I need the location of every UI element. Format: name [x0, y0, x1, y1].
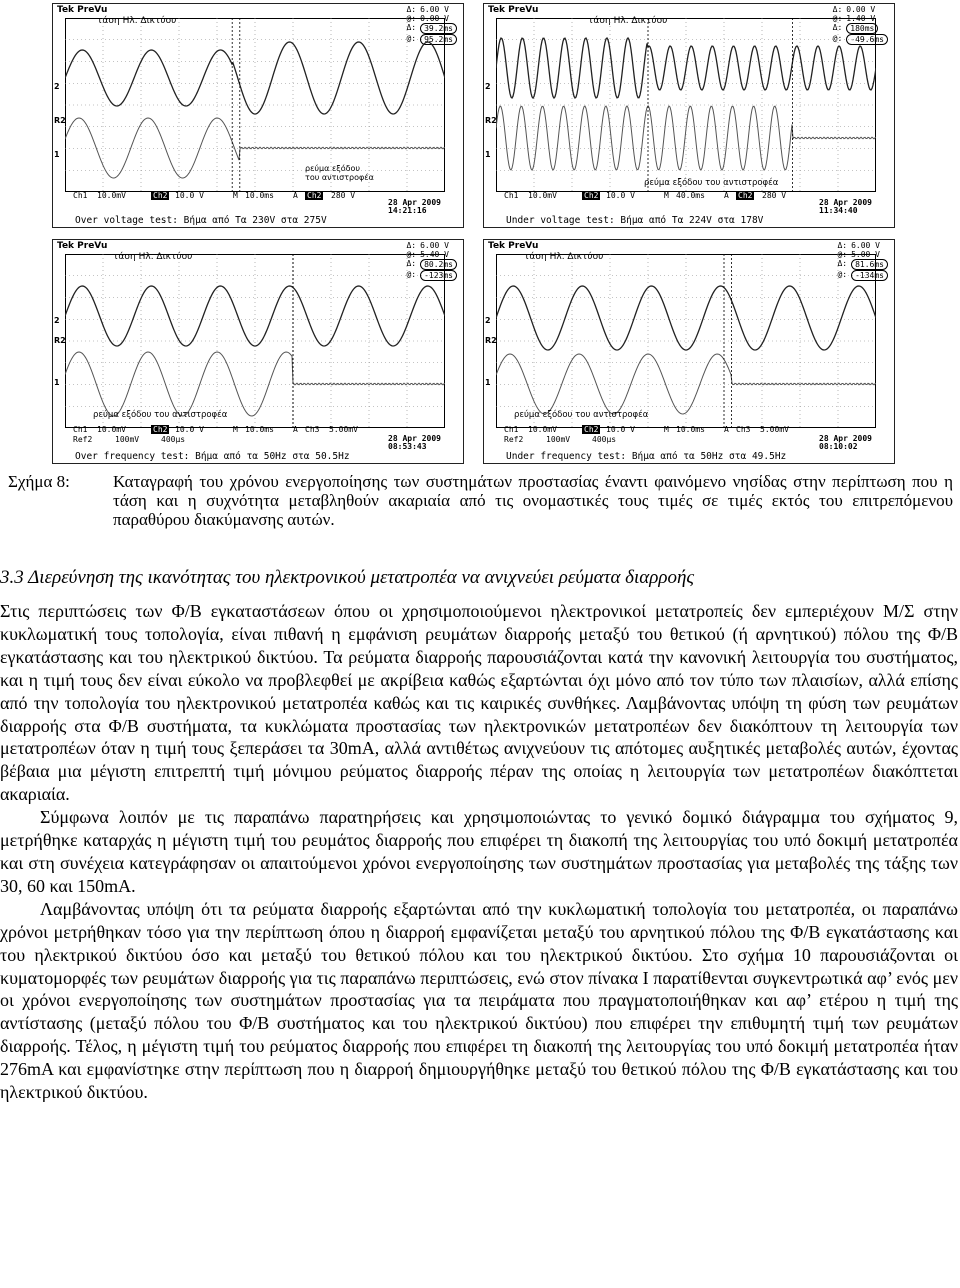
status-ch1: Ch1: [73, 425, 88, 434]
meas-value: 0.00 V: [846, 5, 876, 14]
status-ch1-scale: 10.0mV: [97, 191, 126, 200]
status-ch2: Ch2: [153, 425, 168, 434]
figure-caption-text: Καταγραφή του χρόνου ενεργοποίησης των συστημάτων προστασίας έναντι φαινόμενο νησίδας στην περίπτωση που η τάση και η συχνότητα μεταβληθούν ακαριαία από τις ονομαστικές τους τιμές σε τιμές εκτός του επιτρεπόμενου παραθύρου διακύμανσης αυτών.: [113, 472, 953, 529]
scope-brand: Tek PreVu: [488, 241, 539, 251]
meas-label: @:: [832, 34, 843, 43]
scope-screen: [65, 254, 445, 428]
status-ch1: Ch1: [504, 425, 519, 434]
scope-brand: Tek PreVu: [488, 5, 539, 15]
status-a: A: [724, 425, 729, 434]
meas-value: 5.00 V: [851, 250, 880, 259]
status-ref-scale: 100mV: [546, 435, 571, 444]
scope-timestamp: [388, 435, 441, 451]
scope-timestamp: [819, 435, 872, 451]
channel-marker: 1: [485, 150, 491, 159]
status-ref: Ref2: [504, 435, 524, 444]
channel-marker: R2: [485, 116, 497, 125]
meas-value: 6.00 V: [420, 241, 449, 250]
scope-status-bar: [53, 191, 463, 227]
scope-date: 28 Apr 2009: [819, 434, 872, 443]
status-ref-time: 400µs: [161, 435, 186, 444]
scope-brand: Tek PreVu: [57, 241, 108, 251]
meas-label: Δ:: [406, 259, 417, 268]
scope-status-bar: [484, 427, 894, 463]
meas-label: @:: [837, 250, 848, 259]
status-trigger-ch: Ch3: [736, 425, 751, 434]
channel-marker: R2: [485, 336, 497, 345]
status-a: A: [724, 191, 729, 200]
scope-time: 08:10:02: [819, 442, 858, 451]
meas-value-highlighted: 180ms: [846, 23, 878, 34]
channel-marker: 1: [54, 150, 60, 159]
channel-marker: R2: [54, 336, 66, 345]
meas-value-highlighted: -49.6ms: [846, 34, 888, 45]
status-m: M: [664, 191, 669, 200]
graticule-border: [497, 255, 876, 428]
meas-label: Δ:: [406, 23, 417, 32]
channel-marker: R2: [54, 116, 66, 125]
status-timebase: 10.0ms: [245, 191, 274, 200]
meas-label: Δ:: [406, 5, 417, 14]
scope-timestamp: [388, 199, 441, 215]
scope-brand: Tek PreVu: [57, 5, 108, 15]
meas-value-highlighted: -123ms: [420, 270, 457, 281]
meas-label: Δ:: [406, 241, 417, 250]
scope-caption: Over voltage test: Βήμα από Τα 230V στα 275V: [75, 215, 327, 226]
meas-value: 0.00 V: [420, 14, 449, 23]
scope-screen: [496, 254, 876, 428]
meas-value-highlighted: 81.6ms: [851, 259, 888, 270]
graticule-border: [66, 255, 445, 428]
voltage-wave-label: τάση Ηλ. Δικτύου: [97, 16, 177, 26]
status-ref-scale: 100mV: [115, 435, 140, 444]
scope-caption: Under voltage test: Βήμα από Τα 224V στα 178V: [506, 215, 764, 226]
status-trigger-level: 5.00mV: [329, 425, 358, 434]
status-a: A: [293, 425, 298, 434]
body-text: [0, 600, 958, 1104]
channel-marker: 2: [485, 82, 491, 91]
current-wave-label: ρεύμα εξόδου του αντιστροφέα: [93, 410, 228, 420]
status-ch2-scale: 10.0 V: [606, 191, 635, 200]
current-wave-label: ρεύμα εξόδου του αντιστροφέα: [305, 164, 374, 182]
status-m: M: [664, 425, 669, 434]
graticule-border: [497, 19, 876, 192]
channel-marker: 2: [54, 82, 60, 91]
voltage-wave-label: τάση Ηλ. Δικτύου: [588, 16, 668, 26]
status-m: M: [233, 425, 238, 434]
current-wave-label: ρεύμα εξόδου του αντιστροφέα: [514, 410, 649, 420]
meas-value: 1.40 V: [846, 14, 876, 23]
status-ref: Ref2: [73, 435, 93, 444]
status-ch1-scale: 10.0mV: [97, 425, 126, 434]
status-trigger-level: 280 V: [762, 191, 787, 200]
status-trigger-ch: Ch3: [305, 425, 320, 434]
meas-value-highlighted: -134ms: [851, 270, 888, 281]
meas-value: 6.00 V: [851, 241, 880, 250]
scope-caption: Under frequency test: Βήμα από τα 50Hz στα 49.5Hz: [506, 451, 787, 462]
scope-caption: Over frequency test: Βήμα από τα 50Hz στα 50.5Hz: [75, 451, 350, 462]
graticule-border: [66, 19, 445, 192]
paragraph: Σύμφωνα λοιπόν με τις παραπάνω παρατηρήσεις και χρησιμοποιώντας το γενικό δομικό διάγραμμα του σχήματος 9, μετρήθηκε καταρχάς η μέγιστη τιμή του ρευμάτος διαρροής που επιφέρει τη διακοπή της λειτουργίας του υπό δοκιμή μετατροπέα και στη συνέχεια κατεγράφησαν οι απαιτούμενοι χρόνοι ενεργοποίησης των συστημάτων προστασίας για μεταβολές της τάξης των 30, 60 και 150mA.: [0, 807, 958, 896]
status-ch1: Ch1: [73, 191, 88, 200]
scope-screen: [65, 18, 445, 192]
status-timebase: 10.0ms: [245, 425, 274, 434]
scope-status-bar: [484, 191, 894, 227]
voltage-waveform: [65, 286, 445, 346]
channel-marker: 1: [54, 378, 60, 387]
channel-marker: 2: [54, 316, 60, 325]
oscilloscope-capture-under-voltage: [483, 3, 895, 228]
scope-time: 14:21:16: [388, 206, 427, 215]
scope-timestamp: [819, 199, 872, 215]
status-ch1: Ch1: [504, 191, 519, 200]
figure-label: Σχήμα 8:: [8, 472, 70, 491]
status-ch2-scale: 10.0 V: [606, 425, 635, 434]
section-heading: 3.3 Διερεύνηση της ικανότητας του ηλεκτρονικού μετατροπέα να ανιχνεύει ρεύματα διαρροής: [0, 567, 695, 588]
meas-value: 5.40 V: [420, 250, 449, 259]
oscilloscope-capture-over-frequency: [52, 239, 464, 464]
voltage-wave-label: τάση Ηλ. Δικτύου: [113, 252, 193, 262]
meas-value: 6.00 V: [420, 5, 449, 14]
meas-value-highlighted: 39.2ms: [420, 23, 457, 34]
paragraph: Στις περιπτώσεις των Φ/Β εγκαταστάσεων όπου οι χρησιμοποιούμενοι ηλεκτρονικοί μετατροπείς δεν εμπεριέχουν Μ/Σ στην κυκλωματική τους τοπολογία, είναι πιθανή η εμφάνιση ρευμάτων διαρροής μεταξύ του θετικού (ή αρνητικού) πόλου της Φ/Β εγκατάστασης και του ηλεκτρικού δικτύου. Τα ρεύματα διαρροής παρουσιάζονται κατά την κανονική λειτουργία του συστήματος, και η τιμή τους δεν είναι εύκολο να προβλεφθεί με ακρίβεια καθώς εξαρτώνται όχι μόνο από τον τύπο των πλαισίων, αλλά επίσης από την τοπολογία του ηλεκτρονικού μετατροπέα καθώς και τις καιρικές συνθήκες. Λαμβάνοντας υπόψη τη φύση των ρευμάτων διαρροής στα Φ/Β συστήματα, τα κυκλώματα προστασίας των ηλεκτρονικών μετατροπέων δεν διακόπτουν τη λειτουργία των μετατροπέων όταν η τιμή τους ξεπεράσει τα 30mA, αλλά αντιθέτως ανιχνεύουν τις απότομες αυξητικές μεταβολές αυτών, έχοντας βέβαια μια μέγιστη επιτρεπτή τιμή μόνιμου ρεύματος διαρροής πέραν της οποίας η λειτουργία των μετατροπέων διακόπτεται ακαριαία.: [0, 601, 958, 805]
meas-label: Δ:: [832, 5, 843, 14]
status-a: A: [293, 191, 298, 200]
meas-label: @:: [406, 270, 417, 279]
status-trigger-ch: Ch2: [738, 191, 753, 200]
scope-screen: [496, 18, 876, 192]
meas-label: @:: [406, 14, 417, 23]
meas-label: Δ:: [837, 241, 848, 250]
status-trigger-level: 5.00mV: [760, 425, 789, 434]
meas-label: @:: [832, 14, 843, 23]
meas-label: Δ:: [837, 259, 848, 268]
channel-marker: 2: [485, 316, 491, 325]
status-timebase: 10.0ms: [676, 425, 705, 434]
meas-label: Δ:: [832, 23, 843, 32]
status-ch2: Ch2: [153, 191, 168, 200]
status-ch1-scale: 10.0mV: [528, 191, 557, 200]
status-timebase: 40.0ms: [676, 191, 705, 200]
scope-date: 28 Apr 2009: [388, 434, 441, 443]
status-trigger-level: 280 V: [331, 191, 356, 200]
scope-date: 28 Apr 2009: [388, 198, 441, 207]
meas-label: @:: [837, 270, 848, 279]
status-ch2-scale: 10.0 V: [175, 425, 204, 434]
status-ch2: Ch2: [584, 425, 599, 434]
status-ch2: Ch2: [584, 191, 599, 200]
meas-label: @:: [406, 34, 417, 43]
channel-marker: 1: [485, 378, 491, 387]
oscilloscope-capture-over-voltage: [52, 3, 464, 228]
meas-label: @:: [406, 250, 417, 259]
paragraph: Λαμβάνοντας υπόψη ότι τα ρεύματα διαρροής εξαρτώνται από την κυκλωματική τοπολογία του μετατροπέα, οι παραπάνω χρόνοι μετρήθηκαν τόσο για την περίπτωση όπου η διαρροή εμφανίζεται μεταξύ του αρνητικού πόλου της Φ/Β εγκατάστασης και του ηλεκτρικού δικτύου όσο και μεταξύ του θετικού πόλου και του ηλεκτρικού δικτύου. Στο σχήμα 10 παρουσιάζονται οι κυματομορφές των ρευμάτων διαρροής για τις παραπάνω περιπτώσεις, ενώ στον πίνακα Ι παρατίθενται συγκεντρωτικά αφ’ ενός μεν οι χρόνοι ενεργοποίησης των συστημάτων προστασίας για τα πειράματα που πραγματοποιήθηκαν και αφ’ ετέρου η τιμή της αντίστασης (μεταξύ πόλου του Φ/Β συστήματος και του ηλεκτρικού δικτύου) που επιφέρει την επιθυμητή τιμή των ρευμάτων διαρροής. Τέλος, η μέγιστη τιμή του ρεύματος διαρροής που επιφέρει τη διακοπή της λειτουργίας του υπό δοκιμή μετατροπέα ήταν 276mA και εμφανίστηκε στην περίπτωση που η διαρροή δημιουργήθηκε μεταξύ του θετικού πόλου της Φ/Β εγκατάστασης και του ηλεκτρικού δικτύου.: [0, 898, 958, 1103]
scope-date: 28 Apr 2009: [819, 198, 872, 207]
scope-status-bar: [53, 427, 463, 463]
voltage-wave-label: τάση Ηλ. Δικτύου: [524, 252, 604, 262]
oscilloscope-capture-under-frequency: [483, 239, 895, 464]
status-ch2-scale: 10.0 V: [175, 191, 204, 200]
scope-time: 11:34:40: [819, 206, 858, 215]
scope-time: 08:53:43: [388, 442, 427, 451]
status-ch1-scale: 10.0mV: [528, 425, 557, 434]
meas-value-highlighted: 80.2ms: [420, 259, 457, 270]
status-trigger-ch: Ch2: [307, 191, 322, 200]
meas-value-highlighted: 95.2ms: [420, 34, 457, 45]
status-ref-time: 400µs: [592, 435, 617, 444]
status-m: M: [233, 191, 238, 200]
current-wave-label: ρεύμα εξόδου του αντιστροφέα: [644, 178, 779, 188]
